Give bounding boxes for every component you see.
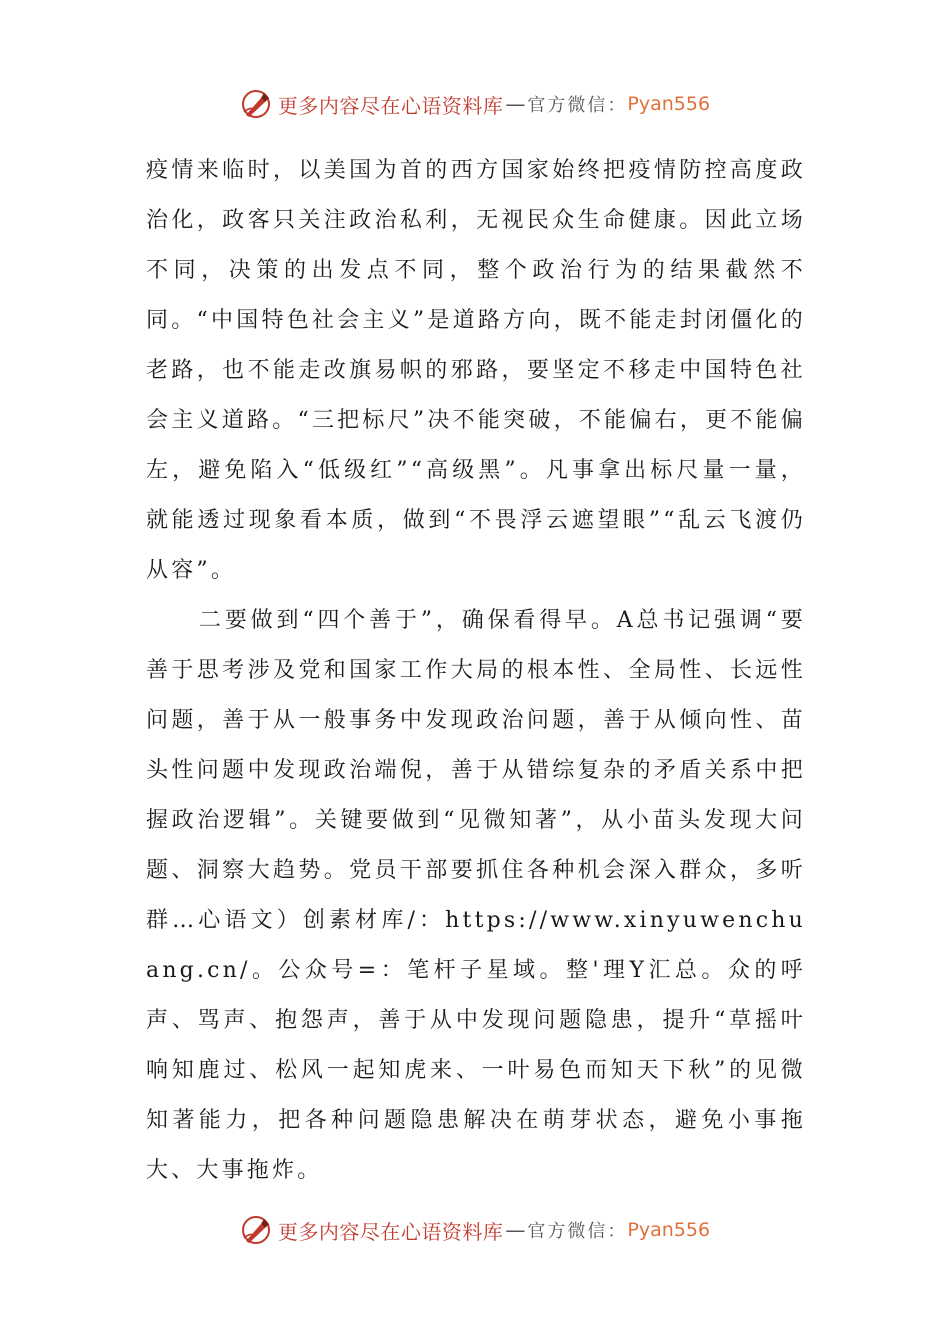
footer-banner (0, 1208, 950, 1252)
banner-contact-label: 官方微信： (527, 1221, 628, 1242)
banner-contact-label: 官方微信： (527, 95, 628, 116)
pen-nib-logo-icon (240, 88, 272, 120)
paragraph-2: 二要做到“四个善于”，确保看得早。A总书记强调“要善于思考涉及党和国家工作大局的根本性、全局性、长远性问题，善于从一般事务中发现政治问题，善于从倾向性、苗头性问题中发现政治端倪，善于从错综复杂的矛盾关系中把握政治逻辑”。关键要做到“见微知著”，从小苗头发现大问题、洞察大趋势。党员干部要抓住各种机会深入群众，多听群…心语文）创素材库/：https://www.xinyuwenchuang.cn/。公众号=：笔杆子星域。整'理Y汇总。众的呼声、骂声、抱怨声，善于从中发现问题隐患，提升“草摇叶响知鹿过、松风一起知虎来、一叶易色而知天下秋”的见微知著能力，把各种问题隐患解决在萌芽状态，避免小事拖大、大事拖炸。 (146, 608, 806, 1183)
banner-brand-text: 更多内容尽在心语资料库 (277, 93, 504, 118)
banner-contact-id: Pyan556 (627, 93, 711, 115)
banner-brand-text: 更多内容尽在心语资料库 (277, 1219, 504, 1244)
pen-nib-logo-icon (240, 1214, 272, 1246)
document-body (146, 146, 806, 1196)
paragraph-1: 疫情来临时，以美国为首的西方国家始终把疫情防控高度政治化，政客只关注政治私利，无视民众生命健康。因此立场不同，决策的出发点不同，整个政治行为的结果截然不同。“中国特色社会主义”是道路方向，既不能走封闭僵化的老路，也不能走改旗易帜的邪路，要坚定不移走中国特色社会主义道路。“三把标尺”决不能突破，不能偏右，更不能偏左，避免陷入“低级红”“高级黑”。凡事拿出标尺量一量，就能透过现象看本质，做到“不畏浮云遮望眼”“乱云飞渡仍从容”。 (146, 158, 806, 583)
banner-separator: — (505, 92, 526, 116)
banner-contact-id: Pyan556 (627, 1219, 711, 1241)
header-banner (0, 82, 950, 126)
banner-separator: — (505, 1218, 526, 1242)
